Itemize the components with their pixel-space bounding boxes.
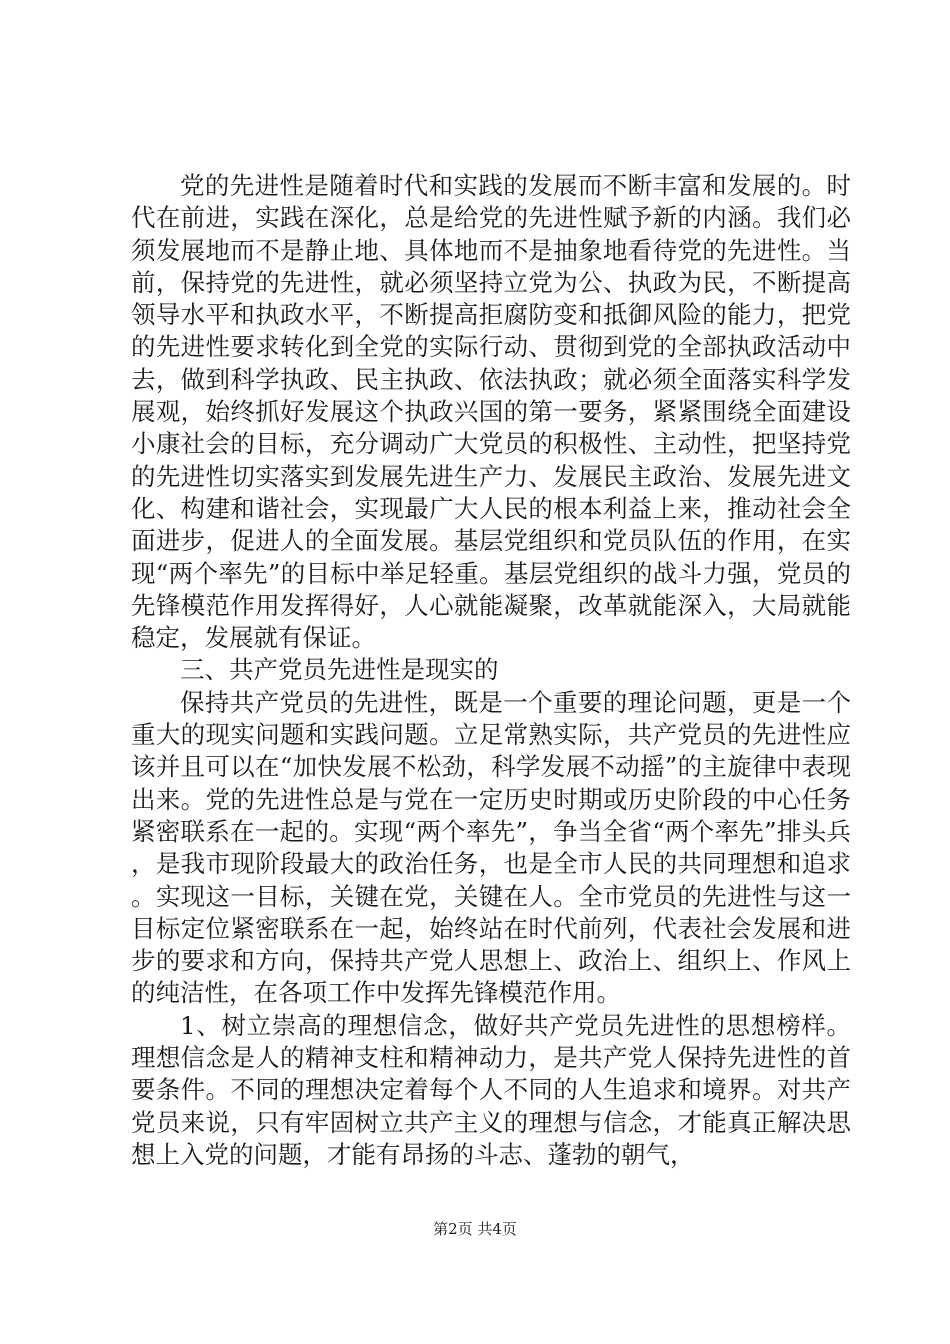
paragraph-ideals-and-beliefs: 1、树立崇高的理想信念，做好共产党员先进性的思想榜样。理想信念是人的精神支柱和精神动力，是共产党人保持先进性的首要条件。不同的理想决定着每个人不同的人生追求和境界。对共产党员来说，只有牢固树立共产主义的理想与信念，才能真正解决思想上入党的问题，才能有昂扬的斗志、蓬勃的朝气，: [131, 1010, 851, 1169]
paragraph-party-advancement-development: 党的先进性是随着时代和实践的发展而不断丰富和发展的。时代在前进，实践在深化，总是给党的先进性赋予新的内涵。我们必须发展地而不是静止地、具体地而不是抽象地看待党的先进性。当前，保持党的先进性，就必须坚持立党为公、执政为民，不断提高领导水平和执政水平，不断提高拒腐防变和抵御风险的能力，把党的先进性要求转化到全党的实际行动、贯彻到党的全部执政活动中去，做到科学执政、民主执政、依法执政；就必须全面落实科学发展观，始终抓好发展这个执政兴国的第一要务，紧紧围绕全面建设小康社会的目标，充分调动广大党员的积极性、主动性，把坚持党的先进性切实落实到发展先进生产力、发展民主政治、发展先进文化、构建和谐社会，实现最广大人民的根本利益上来，推动社会全面进步，促进人的全面发展。基层党组织和党员队伍的作用，在实现“两个率先”的目标中举足轻重。基层党组织的战斗力强，党员的先锋模范作用发挥得好，人心就能凝聚，改革就能深入，大局就能稳定，发展就有保证。: [131, 171, 851, 653]
document-body: [131, 170, 851, 1171]
page-number-footer: 第2页 共4页: [433, 1220, 517, 1238]
paragraph-practical-advancement: 保持共产党员的先进性，既是一个重要的理论问题，更是一个重大的现实问题和实践问题。立足常熟实际，共产党员的先进性应该并且可以在“加快发展不松劲，科学发展不动摇”的主旋律中表现出来。党的先进性总是与党在一定历史时期或历史阶段的中心任务紧密联系在一起的。实现“两个率先”，争当全省“两个率先”排头兵，是我市现阶段最大的政治任务，也是全市人民的共同理想和追求。实现这一目标，关键在党，关键在人。全市党员的先进性与这一目标定位紧密联系在一起，始终站在时代前列，代表社会发展和进步的要求和方向，保持共产党人思想上、政治上、组织上、作风上的纯洁性，在各项工作中发挥先锋模范作用。: [131, 687, 851, 1008]
section-heading-three: 三、共产党员先进性是现实的: [180, 655, 499, 685]
